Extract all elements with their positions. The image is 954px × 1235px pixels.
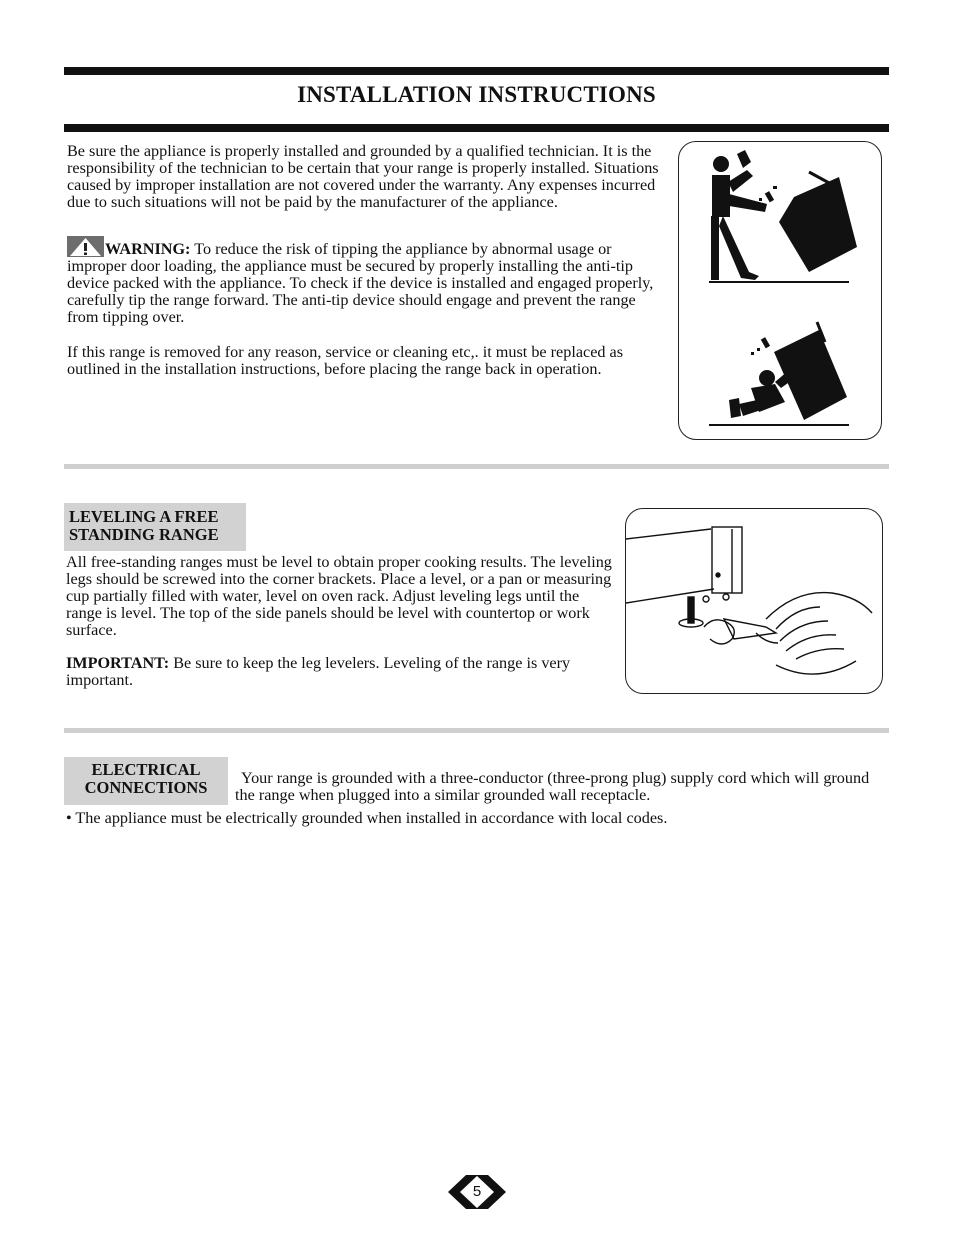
tipping-range-illustration xyxy=(678,141,882,440)
section-divider xyxy=(64,728,889,733)
top-rule xyxy=(64,67,889,75)
section-divider xyxy=(64,464,889,469)
important-text: Be sure to keep the leg levelers. Leveling of the range is very important. xyxy=(66,654,571,689)
leveling-paragraph: All free-standing ranges must be level to obtain proper cooking results. The leveling legs should be screwed into the corner brackets. Place a level, or a pan or measuring cup partially filled with water, level on oven rack. Adjust leveling legs until the range is level. The top of the side panels should be level with countertop or work surface. xyxy=(66,553,612,639)
page-number: 5 xyxy=(472,1183,482,1200)
electrical-section-label xyxy=(64,757,228,805)
leveling-section-label xyxy=(64,503,246,551)
warning-text: To reduce the risk of tipping the appliance by abnormal usage or improper door loading, the appliance must be secured by properly installing the anti-tip device packed with the appliance. To check if the device is installed and engaged properly, carefully tip the range forward. The anti-tip device should engage and prevent the range from tipping over. xyxy=(67,240,654,326)
warning-paragraph xyxy=(67,236,667,326)
important-paragraph xyxy=(66,655,614,689)
leveling-label-line1: LEVELING A FREE xyxy=(69,507,219,526)
page-title: INSTALLATION INSTRUCTIONS xyxy=(297,82,656,107)
removal-paragraph: If this range is removed for any reason, service or cleaning etc,. it must be replaced as outlined in the installation instructions, before placing the range back in operation. xyxy=(67,343,624,378)
electrical-paragraph: Your range is grounded with a three-conductor (three-prong plug) supply cord which will ground the range when plugged into a similar grounded wall receptacle. xyxy=(235,769,870,804)
warning-triangle-icon xyxy=(67,236,104,257)
electrical-label-line2: CONNECTIONS xyxy=(84,778,208,797)
wrench-leveling-leg-illustration xyxy=(625,508,883,694)
electrical-label-line1: ELECTRICAL xyxy=(91,760,201,779)
important-label: IMPORTANT: xyxy=(66,654,170,672)
leveling-label-line2: STANDING RANGE xyxy=(69,525,219,544)
title-underline-rule xyxy=(64,124,889,132)
electrical-bullet: • The appliance must be electrically grounded when installed in accordance with local codes. xyxy=(66,809,668,827)
page-number-badge xyxy=(446,1173,508,1211)
warning-label: WARNING: xyxy=(105,240,191,258)
intro-paragraph: Be sure the appliance is properly installed and grounded by a qualified technician. It is the responsibility of the technician to be certain that your range is properly installed. Situations caused by improper installation are not covered under the warranty. Any expenses incurred due to such situations will not be paid by the manufacturer of the appliance. xyxy=(67,142,659,211)
